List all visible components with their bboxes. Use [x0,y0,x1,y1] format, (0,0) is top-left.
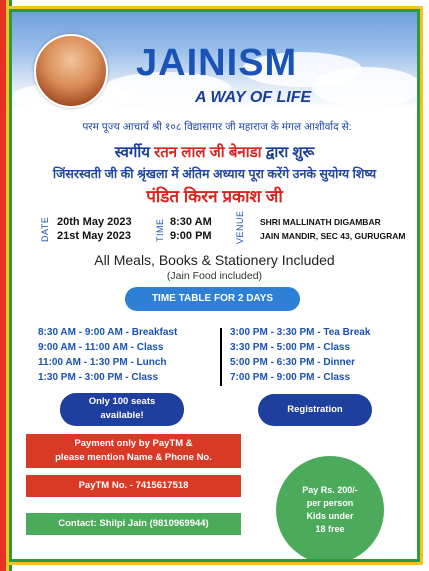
time-label: TIME [155,218,165,242]
schedule-item: 3:30 PM - 5:00 PM - Class [230,342,351,353]
acharya-portrait [34,34,108,108]
teacher-name: पंडित किरन प्रकाश जी [146,187,283,206]
page-title: JAINISM [136,42,298,84]
fee-badge: Pay Rs. 200/- per person Kids under 18 free [276,456,384,559]
payment-note: Payment only by PayTM & please mention Name & Phone No. [26,434,241,468]
schedule-item: 11:00 AM - 1:30 PM - Lunch [38,357,167,368]
schedule-item: 1:30 PM - 3:00 PM - Class [38,372,159,383]
schedule-item: 9:00 AM - 11:00 AM - Class [38,342,164,353]
intro-line-1: स्वर्गीय रतन लाल जी बेनाडा द्वारा शुरू [114,144,315,161]
schedule-item: 8:30 AM - 9:00 AM - Breakfast [38,327,178,338]
intro-line-2: जिंसरस्वती जी की श्रृंखला में अंतिम अध्याय पूरा करेंगे उनके सुयोग्य शिष्य [52,167,377,181]
time-end: 9:00 PM [170,230,212,242]
date-label: DATE [40,216,50,242]
seats-badge: Only 100 seats available! [60,393,184,426]
inclusions-text: All Meals, Books & Stationery Included [94,252,335,268]
schedule-divider [220,328,222,386]
venue-label: VENUE [235,210,245,244]
date-2: 21st May 2023 [57,230,131,242]
venue-line-1: SHRI MALLINATH DIGAMBAR [260,217,381,227]
timetable-button[interactable]: TIME TABLE FOR 2 DAYS [125,287,300,311]
date-1: 20th May 2023 [57,216,132,228]
contact-info: Contact: Shilpi Jain (9810969944) [26,513,241,535]
schedule-item: 5:00 PM - 6:30 PM - Dinner [230,357,356,368]
venue-line-2: JAIN MANDIR, SEC 43, GURUGRAM [260,231,406,241]
jain-food-note: (Jain Food included) [166,270,263,282]
schedule-left [38,325,177,385]
page-subtitle: A WAY OF LIFE [195,89,312,106]
poster-body [12,12,417,559]
blessing-text: परम पूज्य आचार्य श्री १०८ विद्यासागर जी महाराज के मंगल आशीर्वाद से: [82,121,352,133]
schedule-right [230,325,370,385]
paytm-number: PayTM No. - 7415617518 [26,475,241,497]
schedule-item: 7:00 PM - 9:00 PM - Class [230,372,351,383]
registration-button[interactable]: Registration [258,394,372,426]
time-start: 8:30 AM [170,216,212,228]
schedule-item: 3:00 PM - 3:30 PM - Tea Break [230,327,371,338]
